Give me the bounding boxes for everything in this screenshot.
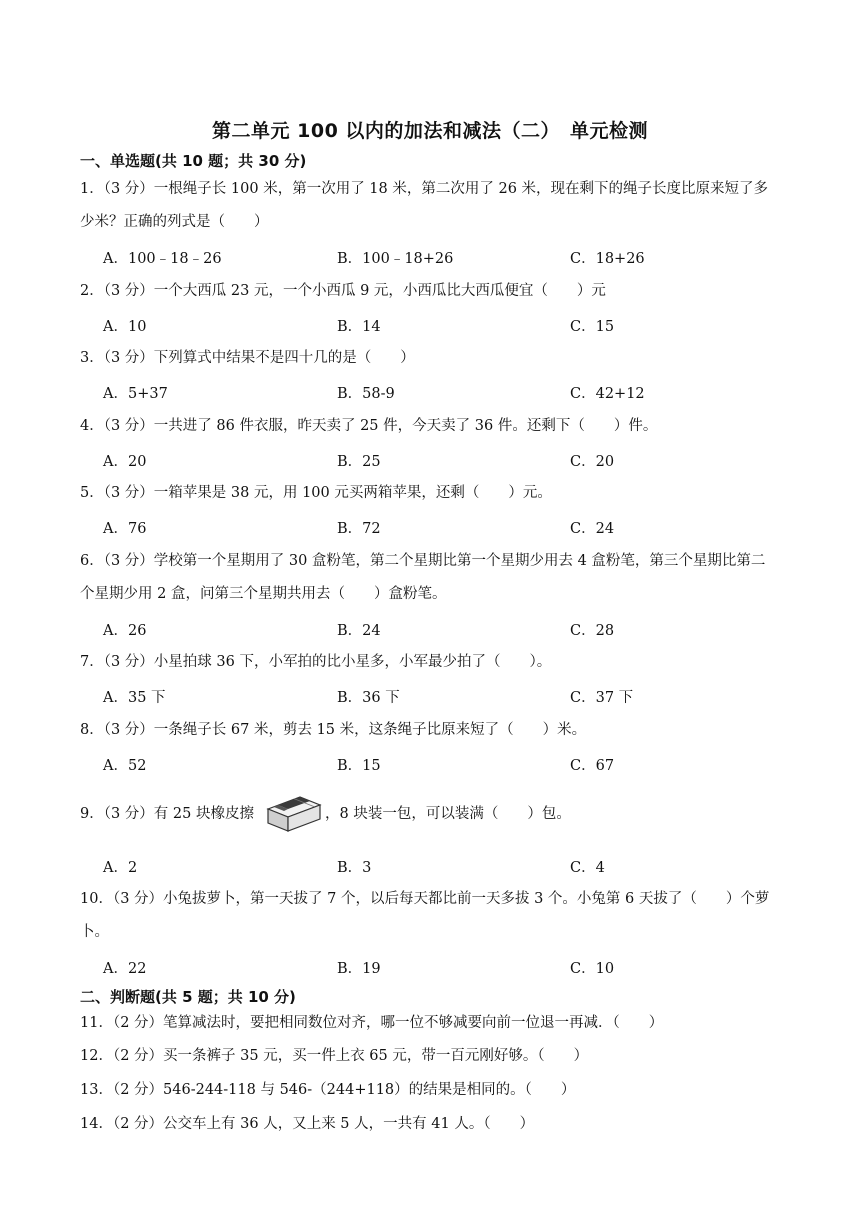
question-2-option-a: A．10 <box>103 319 147 335</box>
question-1-option-c: C．18+26 <box>570 251 645 267</box>
question-7-option-a: A．35 下 <box>103 690 166 706</box>
question-6-text: 6．（3 分）学校第一个星期用了 30 盒粉笔，第二个星期比第一个星期少用去 4 盒粉笔，第三个星期比第二 <box>80 553 766 569</box>
question-6-option-c: C．28 <box>570 623 615 639</box>
question-3-text: 3．（3 分）下列算式中结果不是四十几的是（ ） <box>80 350 415 366</box>
question-10-option-c: C．10 <box>570 961 615 977</box>
question-5-text: 5．（3 分）一箱苹果是 38 元，用 100 元买两箱苹果，还剩（ ）元。 <box>80 485 552 501</box>
question-3-option-c: C．42+12 <box>570 386 645 402</box>
question-1-option-a: A．100﹣18﹣26 <box>103 251 222 267</box>
question-7-option-c: C．37 下 <box>570 690 634 706</box>
question-4-option-c: C．20 <box>570 454 615 470</box>
question-8-option-a: A．52 <box>103 758 147 774</box>
question-3-option-b: B．58-9 <box>337 386 395 402</box>
question-12-text: 12．（2 分）买一条裤子 35 元，买一件上衣 65 元，带一百元刚好够。（ ） <box>80 1048 589 1064</box>
question-11-text: 11．（2 分）笔算减法时，要把相同数位对齐，哪一位不够减要向前一位退一再减．（ ） <box>80 1015 664 1031</box>
question-9-option-a: A．2 <box>103 860 138 876</box>
question-6-text-cont: 个星期少用 2 盒，问第三个星期共用去（ ）盒粉笔。 <box>80 586 447 602</box>
question-9-text-end: ，8 块装一包，可以装满（ ）包。 <box>325 806 571 822</box>
question-10-text: 10．（3 分）小兔拔萝卜，第一天拔了 7 个，以后每天都比前一天多拔 3 个。小兔第 6 天拔了（ ）个萝 <box>80 891 770 907</box>
section-heading-true-false: 二、判断题(共 5 题；共 10 分) <box>80 988 296 1006</box>
question-9-option-c: C．4 <box>570 860 605 876</box>
question-1-text-cont: 少米？正确的列式是（ ） <box>80 214 269 230</box>
section-heading-single-choice: 一、单选题(共 10 题；共 30 分) <box>80 152 307 170</box>
question-4-option-a: A．20 <box>103 454 147 470</box>
question-5-option-a: A．76 <box>103 521 147 537</box>
question-3-option-a: A．5+37 <box>103 386 168 402</box>
question-10-option-b: B．19 <box>337 961 381 977</box>
question-7-option-b: B．36 下 <box>337 690 400 706</box>
question-5-option-c: C．24 <box>570 521 615 537</box>
question-2-option-b: B．14 <box>337 319 381 335</box>
question-1-option-b: B．100﹣18+26 <box>337 251 454 267</box>
question-2-text: 2．（3 分）一个大西瓜 23 元，一个小西瓜 9 元，小西瓜比大西瓜便宜（ ）元 <box>80 283 606 299</box>
question-6-option-a: A．26 <box>103 623 147 639</box>
question-4-text: 4．（3 分）一共进了 86 件衣服，昨天卖了 25 件，今天卖了 36 件。还剩下（ ）件。 <box>80 418 658 434</box>
question-9-text-start: 9．（3 分）有 25 块橡皮擦 <box>80 806 254 822</box>
question-10-option-a: A．22 <box>103 961 147 977</box>
question-2-option-c: C．15 <box>570 319 615 335</box>
question-13-text: 13．（2 分）546-244-118 与 546-（244+118）的结果是相同的。（ ） <box>80 1082 576 1098</box>
question-1-text: 1．（3 分）一根绳子长 100 米，第一次用了 18 米，第二次用了 26 米，现在剩下的绳子长度比原来短了多 <box>80 181 769 197</box>
question-5-option-b: B．72 <box>337 521 381 537</box>
page-title: 第二单元 100 以内的加法和减法（二） 单元检测 <box>212 120 648 142</box>
question-6-option-b: B．24 <box>337 623 381 639</box>
question-4-option-b: B．25 <box>337 454 381 470</box>
question-7-text: 7．（3 分）小星拍球 36 下，小军拍的比小星多，小军最少拍了（ ）。 <box>80 654 552 670</box>
question-9-option-b: B．3 <box>337 860 372 876</box>
question-8-text: 8．（3 分）一条绳子长 67 米，剪去 15 米，这条绳子比原来短了（ ）米。 <box>80 722 587 738</box>
question-8-option-c: C．67 <box>570 758 615 774</box>
question-8-option-b: B．15 <box>337 758 381 774</box>
eraser-image <box>264 795 322 833</box>
question-14-text: 14．（2 分）公交车上有 36 人，又上来 5 人，一共有 41 人。（ ） <box>80 1116 535 1132</box>
question-10-text-cont: 卜。 <box>80 924 109 940</box>
